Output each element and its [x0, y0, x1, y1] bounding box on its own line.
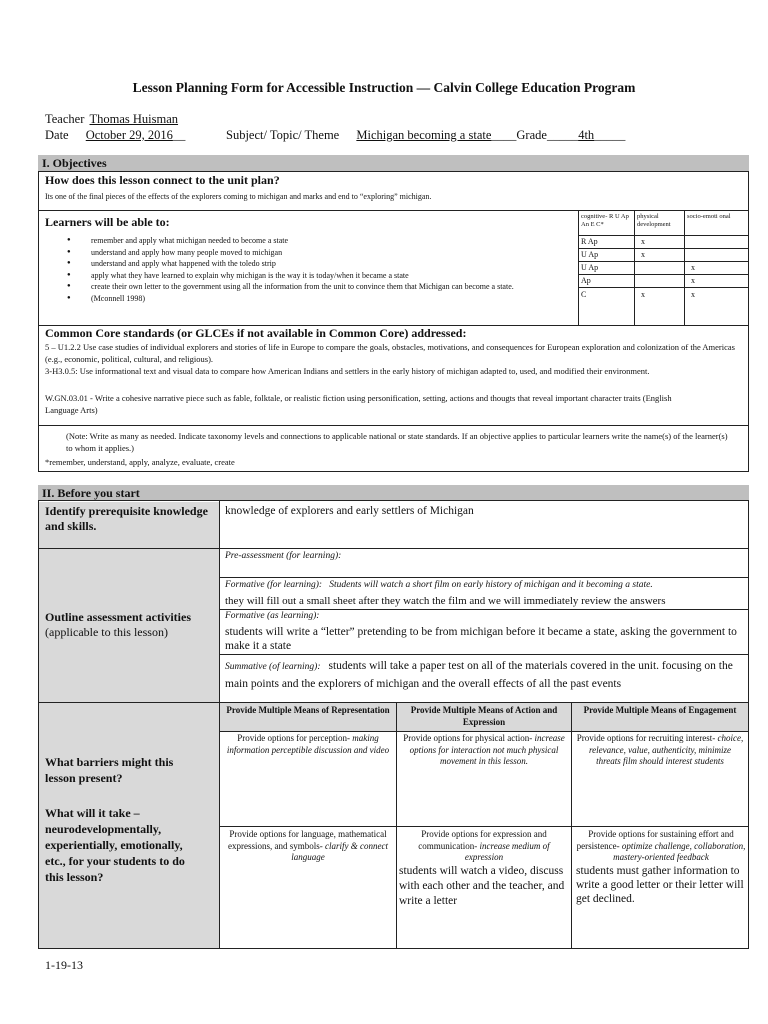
divider [578, 287, 749, 288]
grid-header-physical: physical development [637, 213, 671, 228]
summative-label: Summative (of learning): [225, 662, 321, 672]
udl-expression-prompt [399, 829, 569, 864]
divider [578, 274, 749, 275]
udl-cell-italic: increase options for interaction [409, 733, 565, 755]
grid-cell: x [641, 290, 645, 299]
pre-assessment: Pre-assessment (for learning): [225, 551, 342, 561]
date-trail: __ [172, 128, 186, 142]
udl-cell-normal: Provide options for sustaining effort and persistence- [576, 829, 734, 851]
udl-cell-italic: optimize challenge, collaboration, mastery-oriented feedback [613, 840, 746, 862]
grid-cell: x [641, 237, 645, 246]
common-core-standard: 5 – U1.2.2 Use case studies of individual explorers and stories of life in Europe to compare the goals, obstacles, motivations, and consequences for European exploration and colonization of the Americas (e.g., economic, political, cultural, and religious). [45, 342, 735, 364]
udl-cell-extra: not much physical movement in this lesson. [440, 744, 559, 766]
prereq-label: Identify prerequisite knowledge and skills. [45, 504, 208, 533]
udl-cell-extra: film should interest students [623, 756, 724, 766]
connect-heading: How does this lesson connect to the unit plan? [45, 173, 280, 187]
udl-header-engagement: Provide Multiple Means of Engagement [583, 705, 737, 715]
assessment-label-bold: Outline assessment activities [45, 610, 191, 624]
objectives-header: I. Objectives [38, 155, 749, 172]
divider [38, 548, 749, 549]
divider [219, 577, 749, 578]
formative-for-text: Students will watch a short film on early history of michigan and it becoming a state. [329, 580, 653, 590]
udl-sustaining-cell [576, 829, 746, 906]
assessment-label [45, 610, 217, 640]
grade-trail: _____ [594, 128, 626, 142]
udl-header-representation: Provide Multiple Means of Representation [226, 705, 390, 715]
divider [578, 248, 749, 249]
date-value: October 29, 2016 [85, 128, 173, 142]
common-core-standard: W.GN.03.01 - Write a cohesive narrative piece such as fable, folktale, or realistic fiction using personification, setting, actions and thougts that reveal important character traits (English Language Arts) [45, 393, 672, 415]
objective-item: ● remember and apply what michigan needed to become a state [45, 235, 565, 247]
connect-text: Its one of the final pieces of the effects of the explorers coming to michigan and marks and end to “exploring” michigan. [45, 192, 432, 201]
objectives-note: (Note: Write as many as needed. Indicate taxonomy levels and connections to applicable national or state standards. If an objective applies to particular learners write the name(s) of the learner(s) to whom it applies.) [66, 431, 728, 453]
udl-expression-value: students will watch a video, discuss with each other and the teacher, and write a letter [399, 864, 565, 907]
udl-sustaining-prompt [576, 829, 746, 864]
udl-cell-normal: Provide options for physical action- [403, 733, 533, 743]
udl-expression-cell [399, 829, 569, 909]
grid-cell: x [641, 250, 645, 259]
grid-cell: U Ap [581, 250, 599, 259]
udl-language-cell [224, 829, 392, 864]
udl-sustaining-value: students must gather information to write a good letter or their letter will get declined. [576, 864, 744, 905]
divider [684, 210, 685, 325]
divider [38, 425, 749, 426]
teacher-row [45, 112, 178, 127]
grid-cell: x [691, 276, 695, 285]
objective-item: ● (Mconnell 1998) [45, 293, 565, 305]
objective-item: ● understand and apply what happened with the toledo strip [45, 258, 565, 270]
divider [578, 261, 749, 262]
prereq-value: knowledge of explorers and early settlers of Michigan [225, 505, 474, 517]
udl-interest-cell [576, 733, 744, 768]
grade-lead: _____ [546, 128, 579, 142]
divider [219, 826, 749, 827]
take-label: What will it take – neurodevelopmentally, experientially, emotionally, etc., for your students to do this lesson? [45, 806, 185, 884]
subject-label: Subject/ Topic/ Theme [226, 128, 340, 142]
udl-cell-normal: Provide options for recruiting interest- [576, 733, 716, 743]
udl-physical-cell [399, 733, 569, 768]
page-title: Lesson Planning Form for Accessible Instruction — Calvin College Education Program [132, 80, 636, 95]
divider [219, 609, 749, 610]
summative-value: students will take a paper test on all of the materials covered in the unit. focusing on the main points and the explorers of michigan and the overall effects of all the past events [225, 660, 733, 690]
udl-header-action: Provide Multiple Means of Action and Expression [410, 705, 558, 727]
teacher-label: Teacher [45, 112, 85, 126]
grade-label: Grade [516, 128, 547, 142]
grid-cell: x [691, 263, 695, 272]
objective-item: ● understand and apply how many people moved to michigan [45, 247, 565, 259]
assessment-label-normal: (applicable to this lesson) [45, 625, 168, 639]
divider [219, 654, 749, 655]
udl-cell-extra: discussion and video [314, 744, 390, 755]
formative-for-value: they will fill out a small sheet after they watch the film and we will immediately review the answers [225, 595, 666, 607]
teacher-value: Thomas Huisman [89, 112, 179, 126]
summative [225, 656, 745, 692]
grid-cell: C [581, 290, 587, 299]
udl-cell-normal: Provide options for language, mathematical expressions, and symbols- [228, 829, 387, 851]
divider [219, 731, 749, 732]
divider [578, 235, 749, 236]
udl-cell-normal: Provide options for perception- [237, 733, 350, 743]
udl-cell-italic: choice, relevance, value, authenticity, minimize threats [588, 733, 744, 766]
objective-item: ● create their own letter to the government using all the information from the unit to convince them that Michigan can become a state. [45, 281, 565, 293]
common-core-heading: Common Core standards (or GLCEs if not available in Common Core) addressed: [45, 326, 467, 340]
grid-header-socio: socio-emoti onal [687, 213, 731, 220]
date-label: Date [45, 128, 69, 142]
udl-cell-italic: clarify & connect language [291, 840, 388, 862]
formative-for-label: Formative (for learning): [225, 580, 323, 590]
subject-trail: ____ [491, 128, 517, 142]
footer-date: 1-19-13 [45, 958, 83, 972]
objectives-list [45, 235, 565, 304]
formative-as-value: students will write a “letter” pretending to be from michigan before it became a state, asking the government to make it a state [225, 626, 737, 652]
grid-header-cognitive: cognitive- R U Ap An E C* [581, 213, 629, 228]
formative-for [225, 580, 745, 590]
learners-heading: Learners will be able to: [45, 215, 170, 229]
grid-cell: R Ap [581, 237, 598, 246]
grid-cell: x [691, 290, 695, 299]
objective-item: ● apply what they have learned to explain why michigan is the way it is today/when it became a state [45, 270, 565, 282]
subject-value: Michigan becoming a state [356, 128, 492, 142]
common-core-standard: 3-H3.0.5: Use informational text and visual data to compare how American Indians and settlers in the early history of michigan adapted to, used, and modified their environment. [45, 366, 650, 376]
udl-cell-italic: making information perceptible [226, 733, 379, 755]
udl-perception-cell [222, 733, 394, 756]
udl-cell-italic: increase medium of expression [464, 840, 550, 862]
udl-cell-normal: Provide options for expression and communication- [418, 829, 547, 851]
grade-value: 4th [578, 128, 595, 142]
formative-as-label: Formative (as learning): [225, 611, 320, 621]
taxonomy-grid [578, 210, 749, 325]
grid-cell: Ap [581, 276, 591, 285]
date-row [45, 128, 185, 143]
grid-cell: U Ap [581, 263, 599, 272]
subject-row [226, 128, 625, 143]
taxonomy-note: *remember, understand, apply, analyze, evaluate, create [45, 457, 235, 467]
before-header: II. Before you start [38, 485, 749, 501]
barriers-label: What barriers might this lesson present? [45, 755, 174, 785]
